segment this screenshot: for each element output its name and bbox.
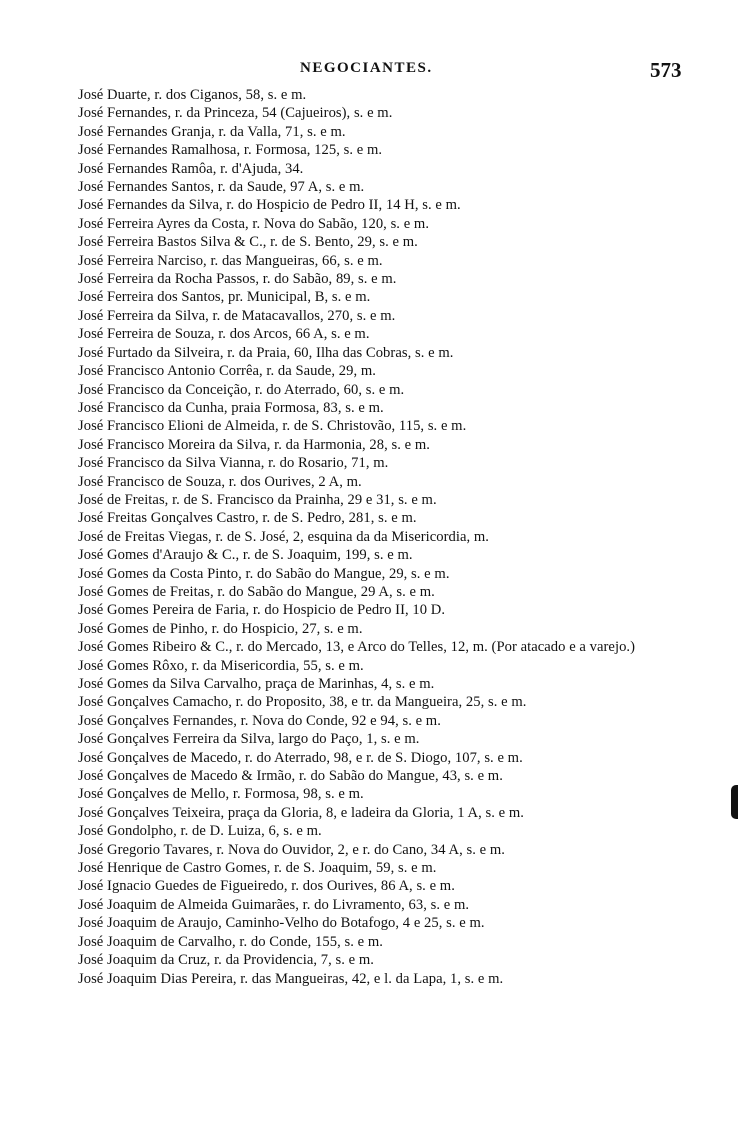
list-item: José Joaquim de Almeida Guimarães, r. do Livramento, 63, s. e m. (78, 896, 470, 913)
list-item: José Ferreira da Silva, r. de Matacavallos, 270, s. e m. (78, 307, 396, 324)
list-item: José Gomes d'Araujo & C., r. de S. Joaquim, 199, s. e m. (78, 547, 413, 564)
directory-list (78, 86, 718, 988)
list-item: José de Freitas, r. de S. Francisco da Prainha, 29 e 31, s. e m. (78, 491, 437, 508)
list-item: José Ferreira dos Santos, pr. Municipal, B, s. e m. (78, 289, 371, 306)
list-item: José Gomes da Costa Pinto, r. do Sabão do Mangue, 29, s. e m. (78, 565, 450, 582)
list-item: José Joaquim de Carvalho, r. do Conde, 155, s. e m. (78, 933, 383, 950)
list-item: José Ferreira Bastos Silva & C., r. de S. Bento, 29, s. e m. (78, 234, 418, 251)
page-edge-mark (731, 785, 738, 819)
list-item: José Freitas Gonçalves Castro, r. de S. Pedro, 281, s. e m. (78, 510, 417, 527)
list-item: José Ferreira da Rocha Passos, r. do Sabão, 89, s. e m. (78, 271, 397, 288)
list-item: José Francisco da Cunha, praia Formosa, 83, s. e m. (78, 399, 384, 416)
list-item: José Gregorio Tavares, r. Nova do Ouvidor, 2, e r. do Cano, 34 A, s. e m. (78, 841, 505, 858)
list-item: José Henrique de Castro Gomes, r. de S. Joaquim, 59, s. e m. (78, 860, 437, 877)
list-item: José Gomes Rôxo, r. da Misericordia, 55, s. e m. (78, 657, 364, 674)
page-number: 573 (650, 58, 682, 82)
list-item: José Ignacio Guedes de Figueiredo, r. dos Ourives, 86 A, s. e m. (78, 878, 455, 895)
list-item: José Gomes da Silva Carvalho, praça de Marinhas, 4, s. e m. (78, 676, 435, 692)
list-item: José Francisco da Conceição, r. do Aterrado, 60, s. e m. (78, 381, 405, 398)
list-item: José Gonçalves de Mello, r. Formosa, 98, s. e m. (78, 786, 364, 803)
list-item: José Gonçalves Teixeira, praça da Gloria, 8, e ladeira da Gloria, 1 A, s. e m. (78, 804, 524, 821)
list-item: José Furtado da Silveira, r. da Praia, 60, Ilha das Cobras, s. e m. (78, 344, 454, 361)
list-item: José Gomes de Freitas, r. do Sabão do Mangue, 29 A, s. e m. (78, 583, 435, 600)
list-item: José de Freitas Viegas, r. de S. José, 2, esquina da da Misericordia, m. (78, 528, 489, 545)
list-item: José Francisco da Silva Vianna, r. do Rosario, 71, m. (78, 455, 389, 472)
list-item: José Fernandes da Silva, r. do Hospicio de Pedro II, 14 H, s. e m. (78, 197, 461, 214)
list-item: José Fernandes, r. da Princeza, 54 (Cajueiros), s. e m. (78, 105, 393, 122)
list-item: José Francisco Antonio Corrêa, r. da Saude, 29, m. (78, 363, 376, 380)
list-item: José Gonçalves de Macedo, r. do Aterrado, 98, e r. de S. Diogo, 107, s. e m. (78, 749, 523, 766)
list-item: José Ferreira Ayres da Costa, r. Nova do Sabão, 120, s. e m. (78, 215, 430, 232)
list-item: José Joaquim Dias Pereira, r. das Mangueiras, 42, e l. da Lapa, 1, s. e m. (78, 970, 504, 987)
list-item: José Joaquim da Cruz, r. da Providencia, 7, s. e m. (78, 952, 374, 969)
page-header (0, 58, 747, 88)
list-item: José Ferreira Narciso, r. das Mangueiras, 66, s. e m. (78, 252, 383, 269)
list-item: José Gonçalves Ferreira da Silva, largo do Paço, 1, s. e m. (78, 731, 420, 748)
list-item: José Francisco de Souza, r. dos Ourives, 2 A, m. (78, 473, 362, 490)
list-item: José Fernandes Santos, r. da Saude, 97 A, s. e m. (78, 179, 365, 196)
list-item: José Gonçalves Camacho, r. do Proposito, 38, e tr. da Mangueira, 25, s. e m. (78, 694, 527, 711)
list-item: José Joaquim de Araujo, Caminho-Velho do Botafogo, 4 e 25, s. e m. (78, 915, 485, 932)
list-item: José Fernandes Ramôa, r. d'Ajuda, 34. (78, 160, 304, 177)
list-item: José Ferreira de Souza, r. dos Arcos, 66 A, s. e m. (78, 326, 370, 343)
list-item: José Duarte, r. dos Ciganos, 58, s. e m. (78, 87, 307, 103)
list-item: José Gomes de Pinho, r. do Hospicio, 27, s. e m. (78, 620, 363, 637)
list-item: José Fernandes Granja, r. da Valla, 71, s. e m. (78, 123, 346, 140)
list-item: José Gomes Pereira de Faria, r. do Hospicio de Pedro II, 10 D. (78, 602, 446, 619)
list-item: José Fernandes Ramalhosa, r. Formosa, 125, s. e m. (78, 142, 383, 159)
list-item: José Francisco Elioni de Almeida, r. de S. Christovão, 115, s. e m. (78, 418, 467, 435)
list-item: José Francisco Moreira da Silva, r. da Harmonia, 28, s. e m. (78, 436, 430, 453)
running-title: NEGOCIANTES. (300, 60, 433, 76)
list-item: José Gonçalves de Macedo & Irmão, r. do Sabão do Mangue, 43, s. e m. (78, 768, 503, 785)
list-item: José Gondolpho, r. de D. Luiza, 6, s. e m. (78, 823, 322, 840)
list-item: José Gonçalves Fernandes, r. Nova do Conde, 92 e 94, s. e m. (78, 712, 441, 729)
list-item: José Gomes Ribeiro & C., r. do Mercado, 13, e Arco do Telles, 12, m. (Por atacado e a varejo.) (78, 639, 636, 656)
